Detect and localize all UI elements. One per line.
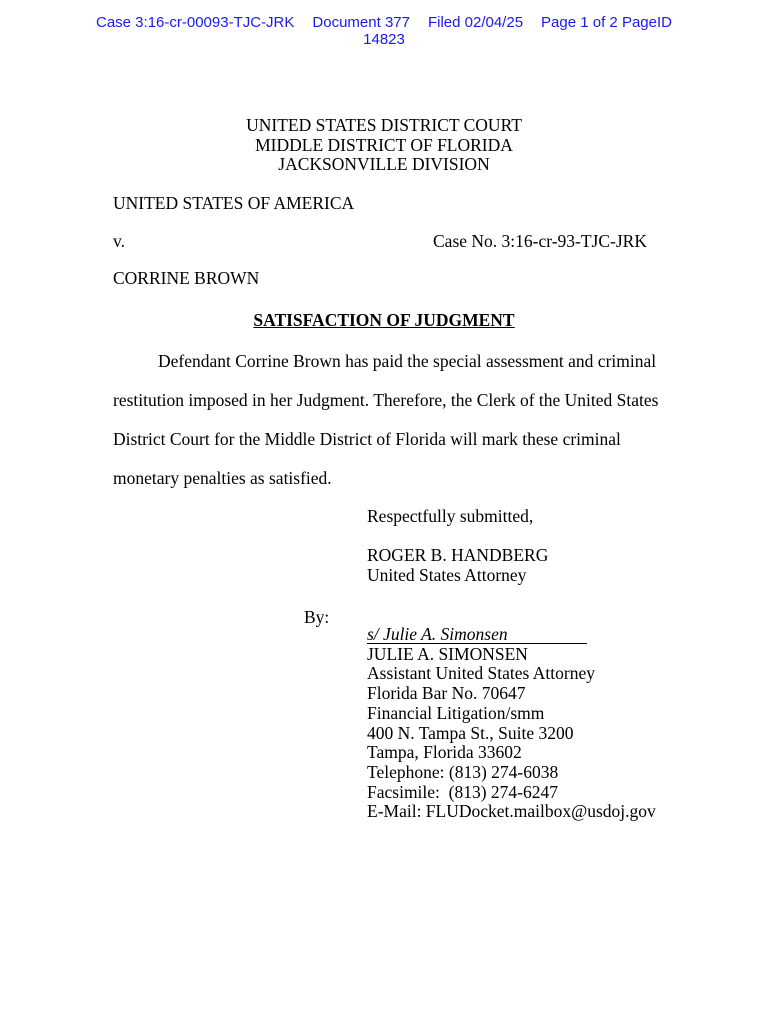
- court-division: JACKSONVILLE DIVISION: [278, 154, 490, 174]
- header-page-info: Page 1 of 2 PageID: [541, 14, 672, 31]
- us-attorney-title: United States Attorney: [367, 564, 527, 585]
- signer-city: Tampa, Florida 33602: [367, 742, 522, 763]
- caption-case-number: Case No. 3:16-cr-93-TJC-JRK: [433, 231, 647, 251]
- ecf-filing-header: [0, 14, 768, 48]
- signer-facsimile: Facsimile: (813) 274-6247: [367, 781, 559, 802]
- signer-email: E-Mail: FLUDocket.mailbox@usdoj.gov: [367, 801, 656, 822]
- body-line-4: monetary penalties as satisfied.: [113, 468, 332, 488]
- us-attorney-name: ROGER B. HANDBERG: [367, 545, 549, 565]
- body-line-1: Defendant Corrine Brown has paid the special assessment and criminal: [158, 351, 657, 371]
- signer-name: JULIE A. SIMONSEN: [367, 643, 528, 664]
- body-line-2: restitution imposed in her Judgment. Therefore, the Clerk of the United States: [113, 390, 659, 410]
- signer-title: Assistant United States Attorney: [367, 663, 595, 684]
- signature-block: [367, 625, 656, 822]
- header-pageid: 14823: [363, 31, 405, 48]
- electronic-signature: s/ Julie A. Simonsen: [367, 626, 587, 644]
- signer-telephone: Telephone: (813) 274-6038: [367, 761, 559, 782]
- header-document-number: Document 377: [312, 14, 410, 31]
- court-district: MIDDLE DISTRICT OF FLORIDA: [255, 134, 513, 155]
- signer-street: 400 N. Tampa St., Suite 3200: [367, 722, 574, 743]
- caption-plaintiff: UNITED STATES OF AMERICA: [113, 193, 355, 213]
- us-attorney-block: [367, 546, 548, 585]
- caption-defendant: CORRINE BROWN: [113, 268, 260, 288]
- header-case-number: Case 3:16-cr-00093-TJC-JRK: [96, 14, 295, 31]
- header-filed-date: Filed 02/04/25: [427, 14, 524, 31]
- signer-bar-number: Florida Bar No. 70647: [367, 683, 526, 704]
- court-heading: [0, 116, 768, 175]
- signer-unit: Financial Litigation/smm: [367, 702, 545, 723]
- by-label: By:: [304, 607, 330, 627]
- court-name: UNITED STATES DISTRICT COURT: [246, 115, 522, 135]
- closing: Respectfully submitted,: [367, 506, 534, 526]
- body-line-3: District Court for the Middle District of Florida will mark these criminal: [113, 429, 621, 449]
- document-title: SATISFACTION OF JUDGMENT: [253, 310, 515, 330]
- caption-versus: v.: [113, 231, 125, 251]
